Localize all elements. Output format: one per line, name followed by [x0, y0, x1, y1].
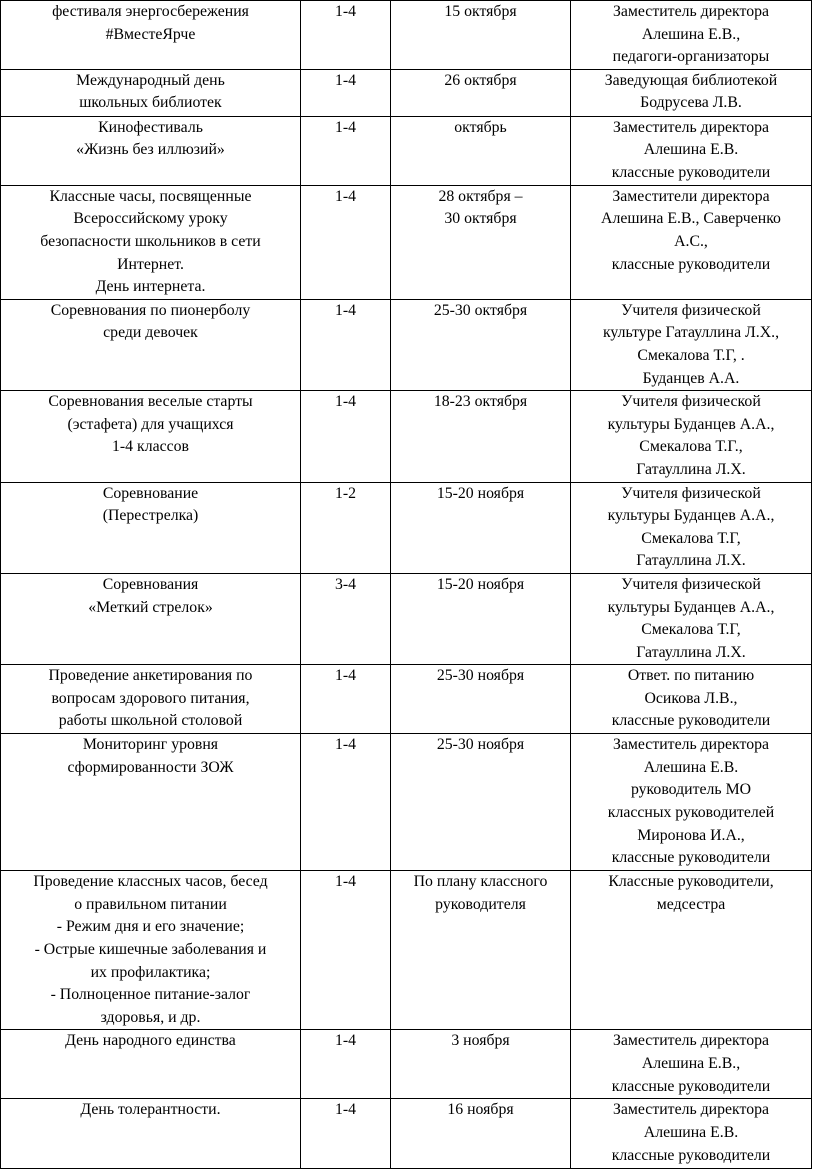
grade-cell: 1-4 [301, 116, 391, 185]
date-cell: 26 октября [391, 69, 571, 116]
responsible-cell: Классные руководители, медсестра [571, 871, 812, 1030]
event-cell: Соревнования «Меткий стрелок» [1, 573, 301, 664]
event-cell: День народного единства [1, 1030, 301, 1099]
table-row [1, 665, 812, 734]
date-cell: 25-30 октября [391, 299, 571, 390]
responsible-cell: Учителя физической культуры Буданцев А.А., Смекалова Т.Г, Гатауллина Л.Х. [571, 482, 812, 573]
grade-cell: 1-4 [301, 665, 391, 734]
date-cell: 15-20 ноября [391, 482, 571, 573]
grade-cell: 1-4 [301, 1030, 391, 1099]
date-cell: 16 ноября [391, 1099, 571, 1169]
grade-cell: 1-4 [301, 734, 391, 871]
grade-cell: 1-4 [301, 1, 391, 70]
date-cell: 18-23 октября [391, 391, 571, 482]
responsible-cell: Заместитель директора Алешина Е.В., педагоги-организаторы [571, 1, 812, 70]
date-cell: 15-20 ноября [391, 573, 571, 664]
grade-cell: 1-4 [301, 299, 391, 390]
date-cell: 25-30 ноября [391, 734, 571, 871]
date-cell: октябрь [391, 116, 571, 185]
event-cell: Соревнования по пионерболу среди девочек [1, 299, 301, 390]
event-cell: Классные часы, посвященные Всероссийскому уроку безопасности школьников в сети Интернет. День интернета. [1, 185, 301, 299]
date-cell: 15 октября [391, 1, 571, 70]
event-cell: Международный день школьных библиотек [1, 69, 301, 116]
date-cell: По плану классного руководителя [391, 871, 571, 1030]
date-cell: 25-30 ноября [391, 665, 571, 734]
grade-cell: 1-4 [301, 1099, 391, 1169]
responsible-cell: Учителя физической культуре Гатауллина Л.Х., Смекалова Т.Г, . Буданцев А.А. [571, 299, 812, 390]
grade-cell: 1-2 [301, 482, 391, 573]
grade-cell: 1-4 [301, 391, 391, 482]
responsible-cell: Заместитель директора Алешина Е.В., классные руководители [571, 1030, 812, 1099]
table-row [1, 299, 812, 390]
responsible-cell: Заместитель директора Алешина Е.В. классные руководители [571, 116, 812, 185]
table-row [1, 1030, 812, 1099]
responsible-cell: Заместитель директора Алешина Е.В. руководитель МО классных руководителей Миронова И.А., классные руководители [571, 734, 812, 871]
table-row [1, 391, 812, 482]
table-row [1, 573, 812, 664]
event-cell: фестиваля энергосбережения #ВместеЯрче [1, 1, 301, 70]
responsible-cell: Учителя физической культуры Буданцев А.А., Смекалова Т.Г, Гатауллина Л.Х. [571, 573, 812, 664]
table-row [1, 734, 812, 871]
event-cell: Кинофестиваль «Жизнь без иллюзий» [1, 116, 301, 185]
event-cell: Соревнование (Перестрелка) [1, 482, 301, 573]
event-cell: Мониторинг уровня сформированности ЗОЖ [1, 734, 301, 871]
table-row [1, 1, 812, 70]
table-row [1, 1099, 812, 1169]
event-cell: Проведение анкетирования по вопросам здорового питания, работы школьной столовой [1, 665, 301, 734]
table-row [1, 871, 812, 1030]
date-cell: 3 ноября [391, 1030, 571, 1099]
date-cell: 28 октября – 30 октября [391, 185, 571, 299]
table-row [1, 185, 812, 299]
table-row [1, 482, 812, 573]
responsible-cell: Заместитель директора Алешина Е.В. классные руководители [571, 1099, 812, 1169]
responsible-cell: Ответ. по питанию Осикова Л.В., классные руководители [571, 665, 812, 734]
event-cell: Проведение классных часов, бесед о правильном питании - Режим дня и его значение; - Острые кишечные заболевания и их профилактика; - Полноценное питание-залог здоровья, и др. [1, 871, 301, 1030]
grade-cell: 1-4 [301, 871, 391, 1030]
table-row [1, 69, 812, 116]
table-row [1, 116, 812, 185]
grade-cell: 1-4 [301, 69, 391, 116]
grade-cell: 3-4 [301, 573, 391, 664]
responsible-cell: Заместители директора Алешина Е.В., Саверченко А.С., классные руководители [571, 185, 812, 299]
grade-cell: 1-4 [301, 185, 391, 299]
responsible-cell: Заведующая библиотекой Бодрусева Л.В. [571, 69, 812, 116]
event-cell: Соревнования веселые старты (эстафета) для учащихся 1-4 классов [1, 391, 301, 482]
responsible-cell: Учителя физической культуры Буданцев А.А., Смекалова Т.Г., Гатауллина Л.Х. [571, 391, 812, 482]
event-cell: День толерантности. [1, 1099, 301, 1169]
